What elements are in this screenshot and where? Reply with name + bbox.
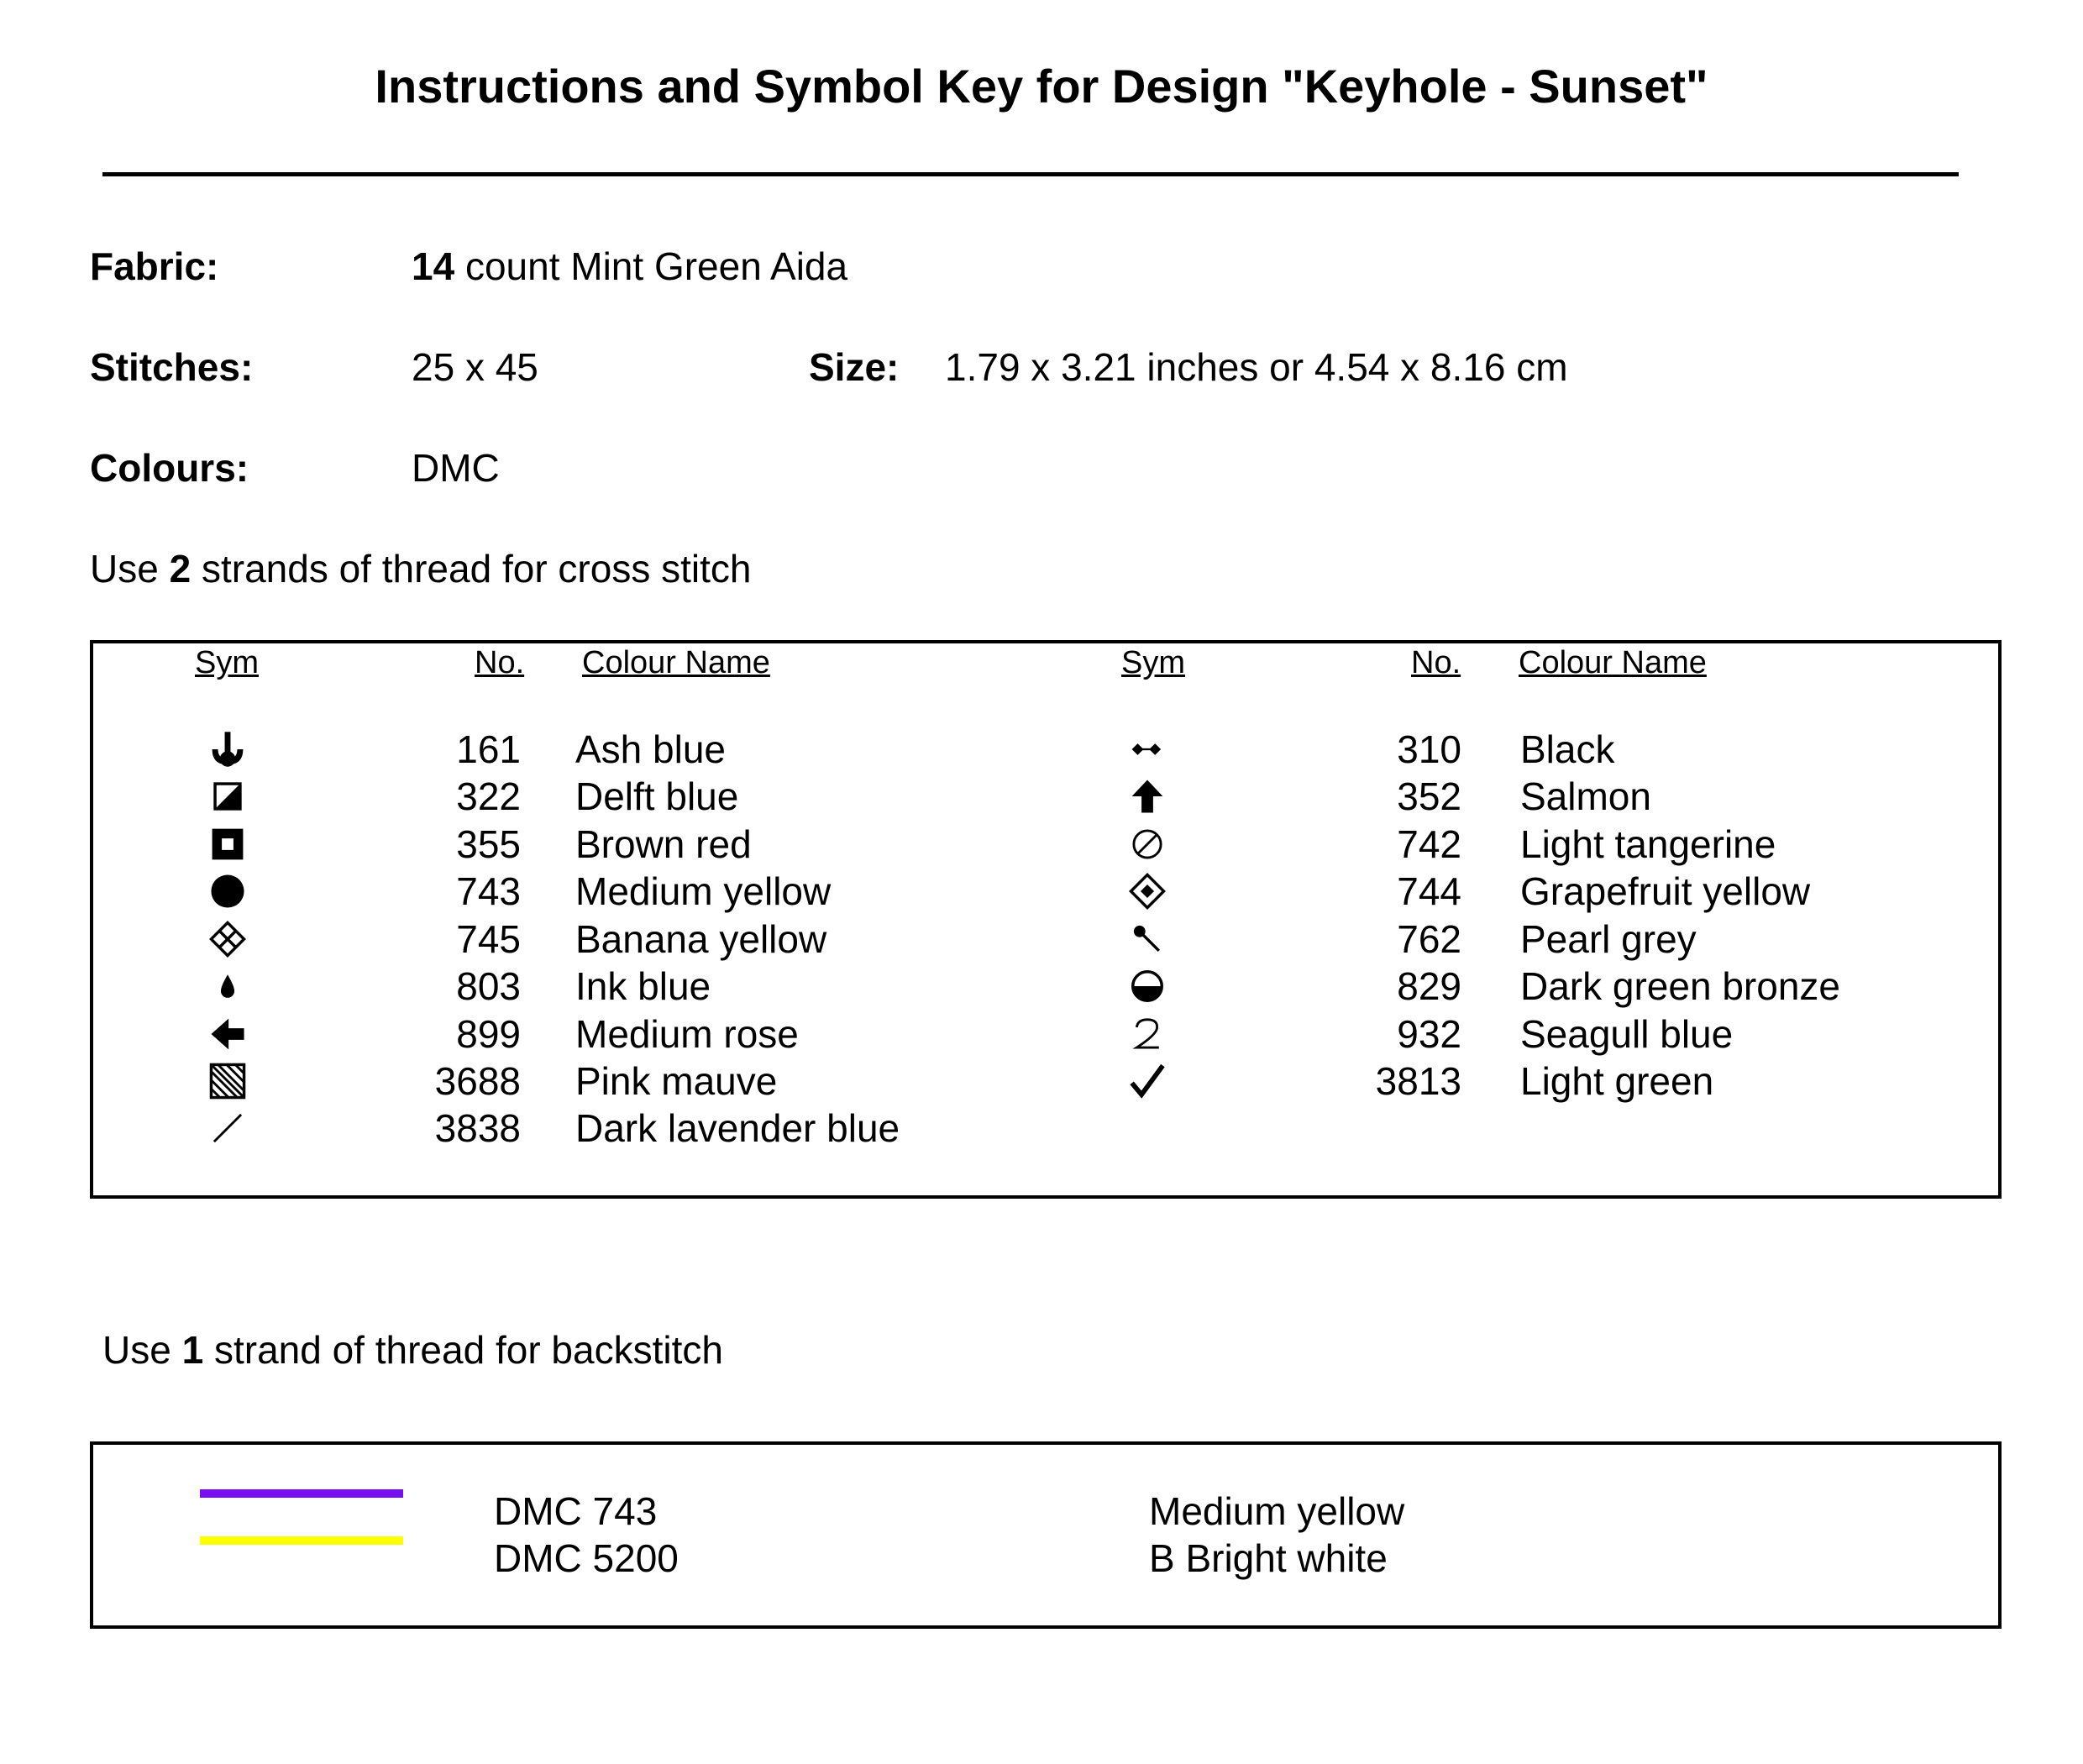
diamond-cross-icon (202, 919, 253, 959)
circle-slash-icon (1122, 824, 1173, 864)
right-name-8: Light green (1520, 1059, 1714, 1103)
fabric-label: Fabric: (90, 244, 219, 288)
left-name-7: Medium rose (575, 1012, 799, 1056)
left-no-8: 3688 (434, 1059, 521, 1103)
right-name-4: Grapefruit yellow (1520, 869, 1811, 913)
backstitch-instruction: Use 1 strand of thread for backstitch (102, 1328, 723, 1372)
right-name-6: Dark green bronze (1520, 964, 1840, 1008)
pin-icon (1122, 919, 1173, 959)
left-arrow-icon (202, 1014, 253, 1054)
left-name-5: Banana yellow (575, 917, 827, 961)
right-no-header: No. (1411, 645, 1461, 680)
up-arrow-icon (1122, 776, 1173, 816)
left-name-4: Medium yellow (575, 869, 832, 913)
left-no-7: 899 (456, 1012, 521, 1056)
title-divider (102, 172, 1959, 176)
fabric-description: count Mint Green Aida (454, 244, 848, 288)
cross-stitch-strands: 2 (169, 547, 192, 591)
right-no-1: 310 (1397, 727, 1461, 771)
left-no-2: 322 (456, 774, 521, 818)
right-no-7: 932 (1397, 1012, 1461, 1056)
anchor-icon (202, 729, 253, 769)
colours-label: Colours: (90, 446, 249, 490)
left-no-4: 743 (456, 869, 521, 913)
right-no-3: 742 (1397, 822, 1461, 866)
right-name-1: Black (1520, 727, 1615, 771)
backstitch-line-2 (200, 1536, 403, 1545)
double-diamond-icon (1122, 729, 1173, 769)
left-no-6: 803 (456, 964, 521, 1008)
backstitch-key-table (90, 1441, 2002, 1629)
stitches-value: 25 x 45 (412, 345, 538, 389)
right-name-5: Pearl grey (1520, 917, 1697, 961)
fabric-value (412, 244, 847, 289)
check-icon (1122, 1061, 1173, 1101)
two-icon (1122, 1014, 1173, 1054)
right-no-6: 829 (1397, 964, 1461, 1008)
right-no-8: 3813 (1375, 1059, 1461, 1103)
right-name-7: Seagull blue (1520, 1012, 1734, 1056)
size-label: Size: (809, 345, 900, 389)
left-sym-header: Sym (195, 645, 259, 680)
square-with-hole-icon (202, 824, 253, 864)
left-no-header: No. (475, 645, 525, 680)
right-name-3: Light tangerine (1520, 822, 1776, 866)
colours-value: DMC (412, 446, 500, 490)
right-no-5: 762 (1397, 917, 1461, 961)
left-no-1: 161 (456, 727, 521, 771)
left-name-1: Ash blue (575, 727, 727, 771)
left-no-3: 355 (456, 822, 521, 866)
right-sym-header: Sym (1121, 645, 1185, 680)
size-value: 1.79 x 3.21 inches or 4.54 x 8.16 cm (945, 345, 1568, 389)
left-name-9: Dark lavender blue (575, 1106, 900, 1150)
fabric-count: 14 (412, 244, 455, 288)
backstitch-strands: 1 (181, 1328, 204, 1372)
filled-circle-icon (202, 871, 253, 911)
right-name-header: Colour Name (1519, 645, 1707, 680)
right-name-2: Salmon (1520, 774, 1651, 818)
backstitch-name-2: B Bright white (1149, 1536, 1388, 1580)
half-filled-square-icon (202, 776, 253, 816)
half-circle-icon (1122, 966, 1173, 1006)
left-name-header: Colour Name (582, 645, 770, 680)
stitches-label: Stitches: (90, 345, 254, 389)
left-name-3: Brown red (575, 822, 752, 866)
slash-icon (202, 1108, 253, 1148)
hatched-square-icon (202, 1061, 253, 1101)
backstitch-name-1: Medium yellow (1149, 1489, 1405, 1533)
left-no-9: 3838 (434, 1106, 521, 1150)
left-name-8: Pink mauve (575, 1059, 778, 1103)
right-no-4: 744 (1397, 869, 1461, 913)
droplet-icon (202, 966, 253, 1006)
backstitch-code-2: DMC 5200 (494, 1536, 679, 1580)
right-no-2: 352 (1397, 774, 1461, 818)
diamond-dot-icon (1122, 871, 1173, 911)
left-no-5: 745 (456, 917, 521, 961)
cross-stitch-instruction: Use 2 strands of thread for cross stitch (90, 547, 752, 591)
page-title: Instructions and Symbol Key for Design "Keyhole - Sunset" (375, 60, 1708, 113)
backstitch-line-1 (200, 1489, 403, 1498)
left-name-2: Delft blue (575, 774, 739, 818)
left-name-6: Ink blue (575, 964, 711, 1008)
backstitch-code-1: DMC 743 (494, 1489, 658, 1533)
